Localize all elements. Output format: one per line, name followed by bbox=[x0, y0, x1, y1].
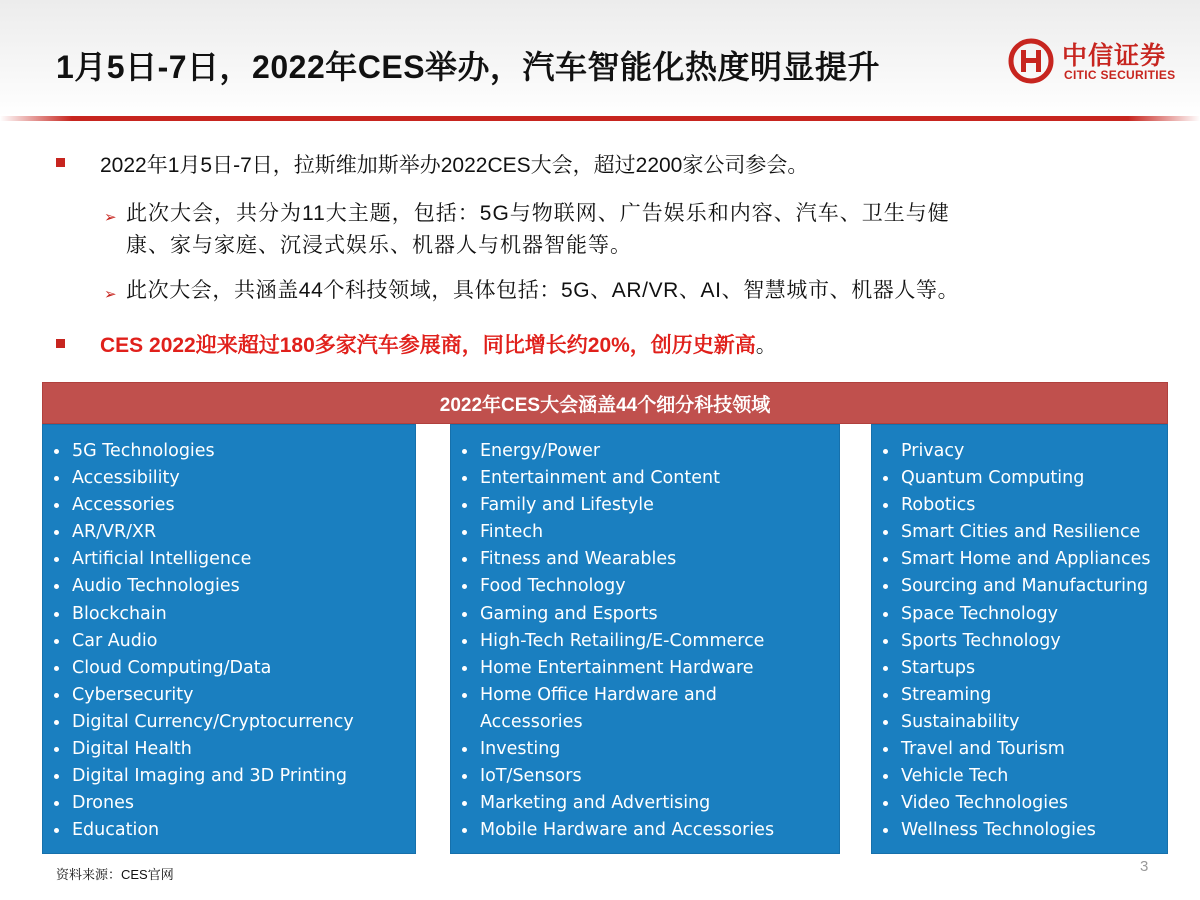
list-item: Family and Lifestyle bbox=[451, 492, 839, 519]
sub-bullet-line: 此次大会，共分为11大主题，包括：5G与物联网、广告娱乐和内容、汽车、卫生与健 bbox=[126, 202, 950, 225]
list-item: IoT/Sensors bbox=[451, 763, 839, 790]
sub-bullet-text bbox=[126, 198, 950, 262]
list-item: Food Technology bbox=[451, 573, 839, 600]
list-item: Privacy bbox=[872, 438, 1167, 465]
list-item: Fintech bbox=[451, 519, 839, 546]
list-item: Streaming bbox=[872, 682, 1167, 709]
list-item-continuation: Accessories bbox=[480, 711, 583, 732]
list-item: Digital Health bbox=[43, 736, 415, 763]
list-item: Artificial Intelligence bbox=[43, 546, 415, 573]
list-item: Sustainability bbox=[872, 709, 1167, 736]
category-list bbox=[451, 425, 839, 844]
list-item: Accessories bbox=[43, 492, 415, 519]
citic-logo bbox=[1008, 36, 1178, 88]
list-item: Vehicle Tech bbox=[872, 763, 1167, 790]
highlight-tail: 。 bbox=[755, 334, 777, 357]
list-item: Startups bbox=[872, 655, 1167, 682]
highlight-text: CES 2022迎来超过180多家汽车参展商，同比增长约20%，创历史新高 bbox=[100, 334, 756, 357]
list-item: Smart Cities and Resilience bbox=[872, 519, 1167, 546]
list-item: Gaming and Esports bbox=[451, 601, 839, 628]
list-item: Fitness and Wearables bbox=[451, 546, 839, 573]
highlight-bullet bbox=[100, 329, 777, 359]
source-note: 资料来源：CES官网 bbox=[56, 867, 174, 882]
list-item: Drones bbox=[43, 790, 415, 817]
list-item: Video Technologies bbox=[872, 790, 1167, 817]
list-item: Entertainment and Content bbox=[451, 465, 839, 492]
table-column-2 bbox=[450, 424, 840, 854]
list-item: Cybersecurity bbox=[43, 682, 415, 709]
list-item: Mobile Hardware and Accessories bbox=[451, 817, 839, 844]
bullet-text: 2022年1月5日-7日，拉斯维加斯举办2022CES大会，超过2200家公司参会。 bbox=[100, 154, 809, 177]
list-item: Sports Technology bbox=[872, 628, 1167, 655]
list-item: Home Office Hardware and bbox=[451, 682, 839, 709]
square-bullet-icon bbox=[56, 339, 65, 348]
list-item: Digital Currency/Cryptocurrency bbox=[43, 709, 415, 736]
sub-bullet-line: 康、家与家庭、沉浸式娱乐、机器人与机器智能等。 bbox=[126, 234, 632, 257]
category-list bbox=[43, 425, 415, 844]
list-item: Travel and Tourism bbox=[872, 736, 1167, 763]
list-item: Home Entertainment Hardware bbox=[451, 655, 839, 682]
list-item: Education bbox=[43, 817, 415, 844]
list-item: Audio Technologies bbox=[43, 573, 415, 600]
table-header: 2022年CES大会涵盖44个细分科技领域 bbox=[42, 382, 1168, 424]
square-bullet-icon bbox=[56, 158, 65, 167]
list-item: AR/VR/XR bbox=[43, 519, 415, 546]
list-item: Accessibility bbox=[43, 465, 415, 492]
list-item: Space Technology bbox=[872, 601, 1167, 628]
list-item: Wellness Technologies bbox=[872, 817, 1167, 844]
page-number: 3 bbox=[1140, 858, 1149, 875]
logo-english-name: CITIC SECURITIES bbox=[1064, 68, 1176, 82]
list-item: Robotics bbox=[872, 492, 1167, 519]
logo-chinese-name: 中信证券 bbox=[1062, 41, 1167, 70]
list-item: Sourcing and Manufacturing bbox=[872, 573, 1167, 600]
category-list bbox=[872, 425, 1167, 844]
list-item: 5G Technologies bbox=[43, 438, 415, 465]
list-item: Marketing and Advertising bbox=[451, 790, 839, 817]
table-column-3 bbox=[871, 424, 1168, 854]
citic-logo-icon bbox=[1008, 38, 1054, 84]
list-item: Blockchain bbox=[43, 601, 415, 628]
list-item: Smart Home and Appliances bbox=[872, 546, 1167, 573]
list-item: Digital Imaging and 3D Printing bbox=[43, 763, 415, 790]
list-item: High-Tech Retailing/E-Commerce bbox=[451, 628, 839, 655]
sub-bullet-text: 此次大会，共涵盖44个科技领域，具体包括：5G、AR/VR、AI、智慧城市、机器人等。 bbox=[126, 279, 960, 302]
table-column-1 bbox=[42, 424, 416, 854]
list-item: Car Audio bbox=[43, 628, 415, 655]
page-title: 1月5日-7日，2022年CES举办，汽车智能化热度明显提升 bbox=[56, 49, 881, 85]
list-item: Investing bbox=[451, 736, 839, 763]
arrow-bullet-icon: ➢ bbox=[104, 209, 117, 226]
arrow-bullet-icon: ➢ bbox=[104, 286, 117, 303]
list-item: Quantum Computing bbox=[872, 465, 1167, 492]
header-divider bbox=[0, 116, 1200, 121]
list-item: Energy/Power bbox=[451, 438, 839, 465]
list-item: Cloud Computing/Data bbox=[43, 655, 415, 682]
